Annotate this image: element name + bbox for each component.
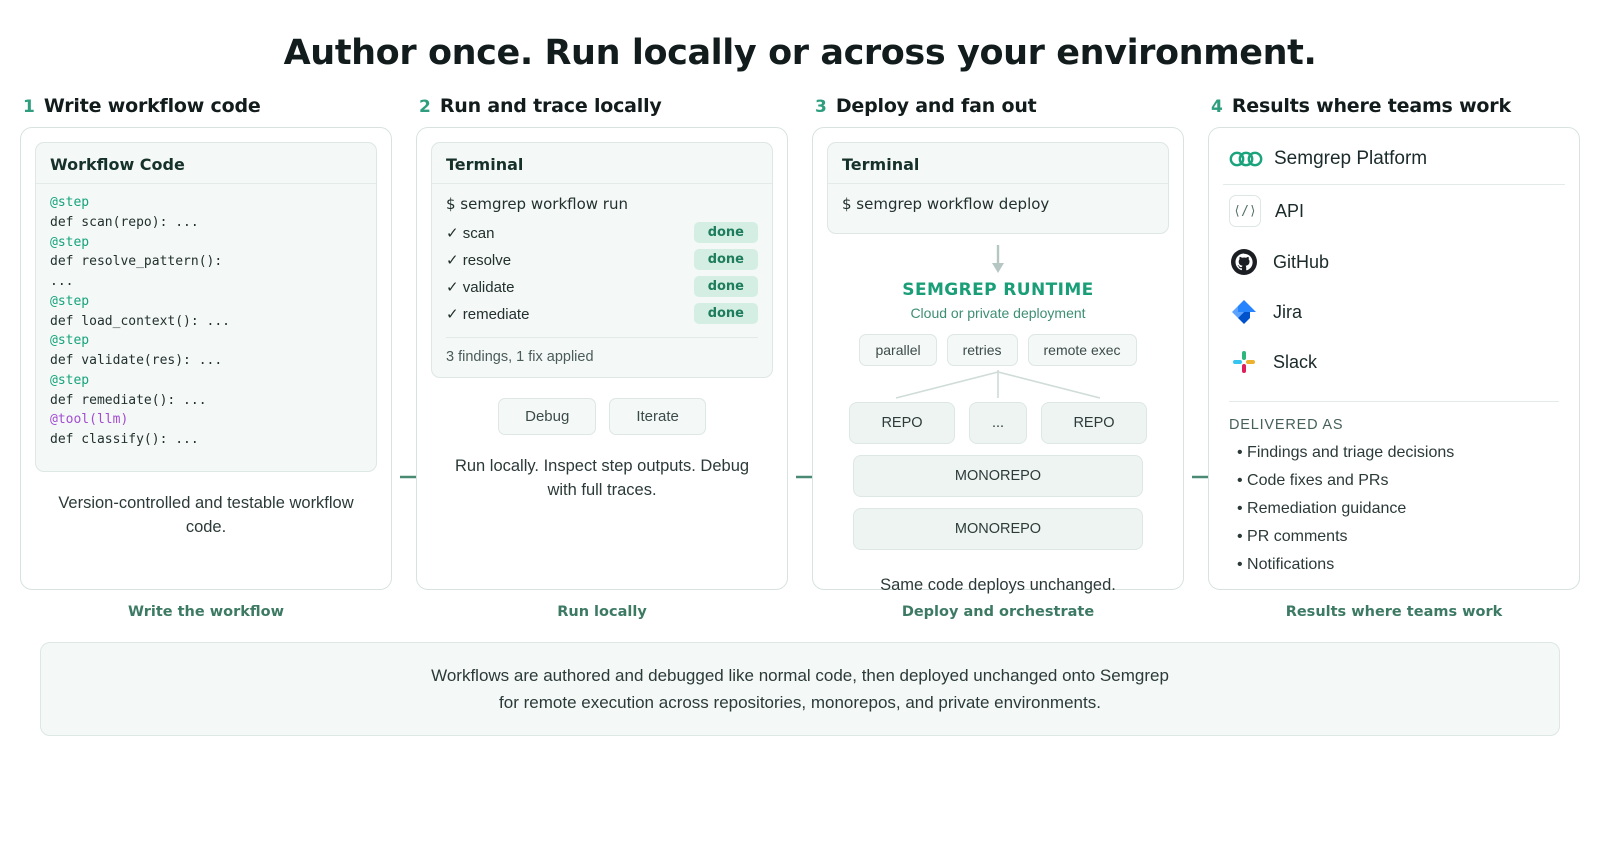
terminal-command: $ semgrep workflow run: [446, 195, 628, 213]
monorepo-box: MONOREPO: [853, 508, 1143, 550]
deploy-note: Same code deploys unchanged.: [880, 576, 1116, 594]
debug-button[interactable]: Debug: [498, 398, 596, 435]
repo-row: [827, 402, 1169, 444]
destination-slack: [1223, 337, 1565, 387]
delivered-item: • PR comments: [1237, 528, 1348, 545]
runtime-subtitle: Cloud or private deployment: [910, 305, 1086, 321]
column-1-number: 1: [23, 97, 35, 117]
destination-label: Jira: [1273, 301, 1303, 322]
column-4-number: 4: [1211, 97, 1223, 117]
monorepo-box: MONOREPO: [853, 455, 1143, 497]
destination-api: [1223, 185, 1565, 237]
column-run-and-trace-locally: [416, 95, 788, 620]
github-icon: [1229, 247, 1259, 277]
status-badge: done: [694, 249, 758, 270]
delivered-as-heading: DELIVERED AS: [1229, 401, 1559, 433]
terminal-button-row: [431, 398, 773, 435]
code-line: def load_context(): ...: [50, 313, 231, 329]
workflow-code-panel-title: Workflow Code: [36, 143, 376, 184]
delivered-item: • Findings and triage decisions: [1237, 444, 1455, 461]
terminal-summary: 3 findings, 1 fix applied: [446, 337, 758, 365]
slack-icon: [1229, 347, 1259, 377]
destination-label: GitHub: [1273, 251, 1330, 272]
destination-label: API: [1275, 200, 1305, 221]
code-line: @tool(llm): [50, 412, 129, 428]
step-name: ✓ resolve: [446, 251, 512, 269]
column-results-where-teams-work: [1208, 95, 1580, 620]
card-run-and-trace-locally: [416, 127, 788, 590]
chip-remote-exec: remote exec: [1028, 334, 1137, 366]
column-3-header: [812, 95, 1184, 117]
step-row: [432, 246, 772, 273]
code-line: @step: [50, 293, 90, 309]
column-write-workflow-code: [20, 95, 392, 620]
footer-wrapper: [0, 642, 1600, 736]
repo-box-ellipsis: ...: [969, 402, 1027, 444]
destination-github: [1223, 237, 1565, 287]
code-brackets-icon: ⟨/⟩: [1229, 195, 1261, 227]
card-results-where-teams-work: [1208, 127, 1580, 590]
step-name: ✓ scan: [446, 224, 495, 242]
run-locally-note: Run locally. Inspect step outputs. Debug with full traces.: [454, 457, 750, 499]
column-2-title: Run and trace locally: [439, 95, 662, 117]
status-badge: done: [694, 276, 758, 297]
columns-container: [0, 95, 1600, 620]
repo-box: REPO: [1041, 402, 1147, 444]
jira-icon: [1229, 297, 1259, 327]
delivered-item-label: PR comments: [1247, 528, 1348, 545]
column-4-caption: Results where teams work: [1285, 604, 1503, 620]
runtime-title: SEMGREP RUNTIME: [902, 280, 1094, 300]
footer-line-2: for remote execution across repositories, monorepos, and private environments.: [499, 693, 1101, 713]
delivered-item: • Code fixes and PRs: [1237, 472, 1389, 489]
column-4-title: Results where teams work: [1231, 95, 1511, 117]
terminal-panel-title: Terminal: [828, 143, 1168, 184]
code-line: @step: [50, 372, 90, 388]
step-name: ✓ remediate: [446, 305, 530, 323]
workflow-code-note: Version-controlled and testable workflow code.: [58, 494, 354, 536]
column-3-number: 3: [815, 97, 827, 117]
fan-out-connector-icon: [868, 370, 1128, 400]
delivered-item: • Notifications: [1237, 556, 1335, 573]
column-1-caption: Write the workflow: [127, 604, 285, 620]
page-title: Author once. Run locally or across your environment.: [283, 33, 1317, 73]
column-2-header: [416, 95, 788, 117]
platform-header: [1223, 142, 1565, 185]
code-line: def resolve_pattern():: [50, 254, 223, 270]
column-deploy-and-fan-out: [812, 95, 1184, 620]
workflow-code-panel: [35, 142, 377, 472]
delivered-item-label: Findings and triage decisions: [1247, 444, 1455, 461]
destination-label: Slack: [1273, 351, 1318, 372]
repo-box: REPO: [849, 402, 955, 444]
step-row: [432, 273, 772, 300]
footer-summary: [40, 642, 1560, 736]
code-line: @step: [50, 234, 90, 250]
terminal-command: $ semgrep workflow deploy: [842, 195, 1050, 213]
code-line: def remediate(): ...: [50, 392, 207, 408]
terminal-panel-title: Terminal: [432, 143, 772, 184]
column-4-header: [1208, 95, 1580, 117]
chip-retries: retries: [947, 334, 1018, 366]
code-line: @step: [50, 195, 90, 210]
chip-parallel: parallel: [859, 334, 936, 366]
step-name: ✓ validate: [446, 278, 515, 296]
column-1-header: [20, 95, 392, 117]
destination-jira: [1223, 287, 1565, 337]
terminal-panel-run: [431, 142, 773, 378]
step-row: [432, 300, 772, 327]
terminal-panel-deploy: [827, 142, 1169, 234]
card-write-workflow-code: [20, 127, 392, 590]
column-2-number: 2: [419, 97, 431, 117]
delivered-item-label: Notifications: [1247, 556, 1335, 573]
delivered-item: • Remediation guidance: [1237, 500, 1407, 517]
semgrep-logo-icon: [1229, 149, 1263, 169]
code-line: @step: [50, 333, 90, 349]
runtime-chip-row: [827, 334, 1169, 366]
column-3-title: Deploy and fan out: [835, 95, 1037, 117]
delivered-item-label: Code fixes and PRs: [1247, 472, 1389, 489]
status-badge: done: [694, 303, 758, 324]
code-line: def scan(repo): ...: [50, 214, 199, 230]
status-badge: done: [694, 222, 758, 243]
step-row: [432, 219, 772, 246]
delivered-item-label: Remediation guidance: [1247, 500, 1407, 517]
code-line: def classify(): ...: [50, 432, 199, 447]
platform-name: Semgrep Platform: [1274, 148, 1428, 169]
workflow-code-body: [36, 184, 376, 450]
arrow-down-icon: [988, 244, 1008, 274]
code-line: def validate(res): ...: [50, 353, 223, 368]
column-2-caption: Run locally: [557, 604, 647, 620]
column-3-caption: Deploy and orchestrate: [901, 604, 1095, 620]
card-deploy-and-fan-out: [812, 127, 1184, 594]
code-line: ...: [50, 274, 74, 289]
iterate-button[interactable]: Iterate: [609, 398, 706, 435]
column-1-title: Write workflow code: [43, 95, 261, 117]
footer-line-1: Workflows are authored and debugged like normal code, then deployed unchanged onto Semgrep: [431, 666, 1169, 685]
